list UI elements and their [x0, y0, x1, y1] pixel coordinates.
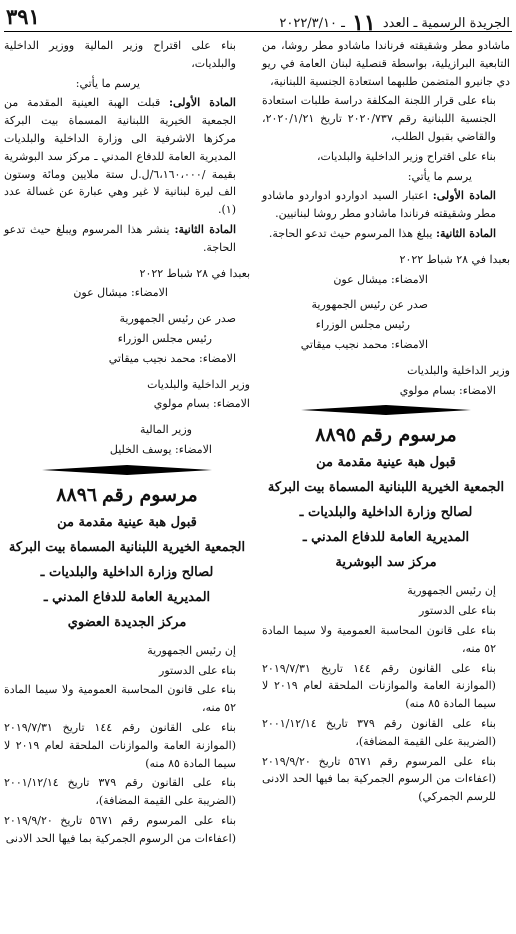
signature-president: الامضاء: ميشال عون: [73, 286, 168, 300]
article-2: المادة الثانية: ينشر هذا المرسوم ويبلغ حيث تدعو الحاجة.: [4, 222, 237, 254]
paragraph: بناء على قانون المحاسبة العمومية ولا سيما المادة ٥٢ منه،: [4, 683, 236, 715]
decree-title-line: المديرية العامة للدفاع المدني ـ: [302, 530, 470, 546]
gazette-title: الجريدة الرسمية ـ العدد ١١ ـ ٢٠٢٢/٣/١٠: [279, 10, 510, 36]
left-column: [4, 37, 250, 850]
signature-pm: الامضاء: محمد نجيب ميقاتي: [300, 337, 428, 351]
header-rule: [4, 31, 512, 32]
decree-number: مرسوم رقم ٨٨٩٦: [56, 483, 198, 506]
minister-title: وزير الداخلية والبلديات: [407, 363, 510, 377]
paragraph: بناء على القانون رقم ١٤٤ تاريخ ٢٠١٩/٧/٣١ (الموازنة العامة والموازنات الملحقة لعام ٢٠١٩ لا سيما المادة ٨٥ منه): [262, 661, 496, 711]
paragraph: بناء على قانون المحاسبة العمومية ولا سيما المادة ٥٢ منه،: [262, 623, 496, 655]
signature-interior: الامضاء: بسام مولوي: [153, 397, 250, 411]
paragraph: بناء على اقتراح وزير الداخلية والبلديات،: [316, 149, 496, 163]
paragraph: بناء على المرسوم رقم ٥٦٧١ تاريخ ٢٠١٩/٩/٢٠ (اعفاءات من الرسوم الجمركية بما فيها الحد الادنى للرسم الجمركي): [262, 754, 496, 804]
right-column: [262, 37, 510, 808]
section-separator: [42, 465, 212, 475]
decree-number: مرسوم رقم ٨٨٩٥: [315, 424, 457, 447]
signature-finance: الامضاء: يوسف الخليل: [109, 442, 212, 456]
decree-title-line: الجمعية الخيرية اللبنانية المسماة بيت البركة: [267, 480, 505, 496]
paragraph: بناء على قرار اللجنة المكلفة دراسة طلبات استعادة الجنسية اللبنانية رقم ٢٠٢٠/٧٣٧ تاريخ ٢٠٢٠/١/٢١، والقاضي بقبول الطلب،: [262, 94, 496, 143]
paragraph: بناء على الدستور: [159, 663, 236, 677]
decree-title-line: لصالح وزارة الداخلية والبلديات ـ: [40, 564, 214, 580]
issued-by: صدر عن رئيس الجمهورية: [311, 298, 428, 312]
signature-pm: الامضاء: محمد نجيب ميقاتي: [108, 351, 236, 365]
paragraph: ماشادو مطر وشقيقته فرناندا ماشادو مطر روشا، من التابعية البرازيلية، بواسطة قنصلية لبنان العامة في ريو دي جانيرو المتضمن طلبهما استعادة الجنسية اللبنانية،: [262, 39, 510, 88]
decree-title-line: قبول هبة عينية مقدمة من: [57, 514, 197, 530]
issue-number: ١١: [352, 10, 376, 36]
decree-date: بعبدا في ٢٨ شباط ٢٠٢٢: [139, 266, 250, 280]
article-2: المادة الثانية: يبلغ هذا المرسوم حيث تدعو الحاجة.: [268, 226, 496, 240]
interior-minister-title: وزير الداخلية والبلديات: [147, 377, 250, 391]
decree-formula: يرسم ما يأتي:: [75, 76, 140, 90]
article-1: المادة الأولى: اعتبار السيد ادواردو ادواردو ماشادو مطر وشقيقته فرناندا ماشادو مطر روشا لبنانيين.: [262, 189, 496, 221]
decree-date: بعبدا في ٢٨ شباط ٢٠٢٢: [399, 252, 510, 266]
decree-formula: يرسم ما يأتي:: [407, 169, 472, 183]
page-number: ٣٩١: [6, 4, 40, 29]
pm-title: رئيس مجلس الوزراء: [117, 331, 212, 345]
pm-title: رئيس مجلس الوزراء: [315, 318, 410, 332]
finance-minister-title: وزير المالية: [140, 423, 192, 437]
paragraph: بناء على القانون رقم ٣٧٩ تاريخ ٢٠٠١/١٢/١٤ (الضريبة على القيمة المضافة)،: [262, 716, 496, 748]
signature-president: الامضاء: ميشال عون: [333, 272, 428, 286]
paragraph: بناء على اقتراح وزير المالية ووزير الداخلية والبلديات،: [4, 39, 236, 70]
paragraph: إن رئيس الجمهورية: [147, 643, 236, 657]
paragraph: إن رئيس الجمهورية: [407, 584, 496, 598]
decree-title-line: مركز سد البوشرية: [335, 555, 437, 571]
decree-title-line: لصالح وزارة الداخلية والبلديات ـ: [299, 505, 473, 521]
paragraph: بناء على القانون رقم ١٤٤ تاريخ ٢٠١٩/٧/٣١ (الموازنة العامة والموازنات الملحقة لعام ٢٠١٩ لا سيما المادة ٨٥ منه): [4, 720, 236, 770]
signature-minister: الامضاء: بسام مولوي: [399, 383, 496, 397]
paragraph: بناء على الدستور: [419, 604, 496, 618]
page-header: [4, 4, 510, 36]
paragraph: بناء على المرسوم رقم ٥٦٧١ تاريخ ٢٠١٩/٩/٢٠ (اعفاءات من الرسوم الجمركية بما فيها الحد الادنى: [4, 813, 237, 845]
decree-title-line: قبول هبة عينية مقدمة من: [316, 455, 456, 471]
section-separator: [301, 405, 471, 415]
decree-title-line: مركز الجديدة العضوي: [67, 614, 187, 630]
paragraph: بناء على القانون رقم ٣٧٩ تاريخ ٢٠٠١/١٢/١٤ (الضريبة على القيمة المضافة)،: [4, 776, 236, 808]
decree-title-line: الجمعية الخيرية اللبنانية المسماة بيت البركة: [8, 539, 246, 555]
issued-by: صدر عن رئيس الجمهورية: [119, 312, 236, 326]
decree-title-line: المديرية العامة للدفاع المدني ـ: [43, 589, 211, 605]
article-1: المادة الأولى: قبلت الهبة العينية المقدمة من الجمعية الخيرية اللبنانية المسماة بيت البركة مركزها الاشرفية الى وزارة الداخلية والبلديات المديرية العامة للدفاع المدني ـ مركز سد البوشرية بقيمة /٦،١٦٠،٠٠٠/ل.ل ستة ملايين ومائة وستون الف ليرة لبنانية لا غير وهي عبارة عن غسالة عدد (١).: [4, 96, 236, 217]
